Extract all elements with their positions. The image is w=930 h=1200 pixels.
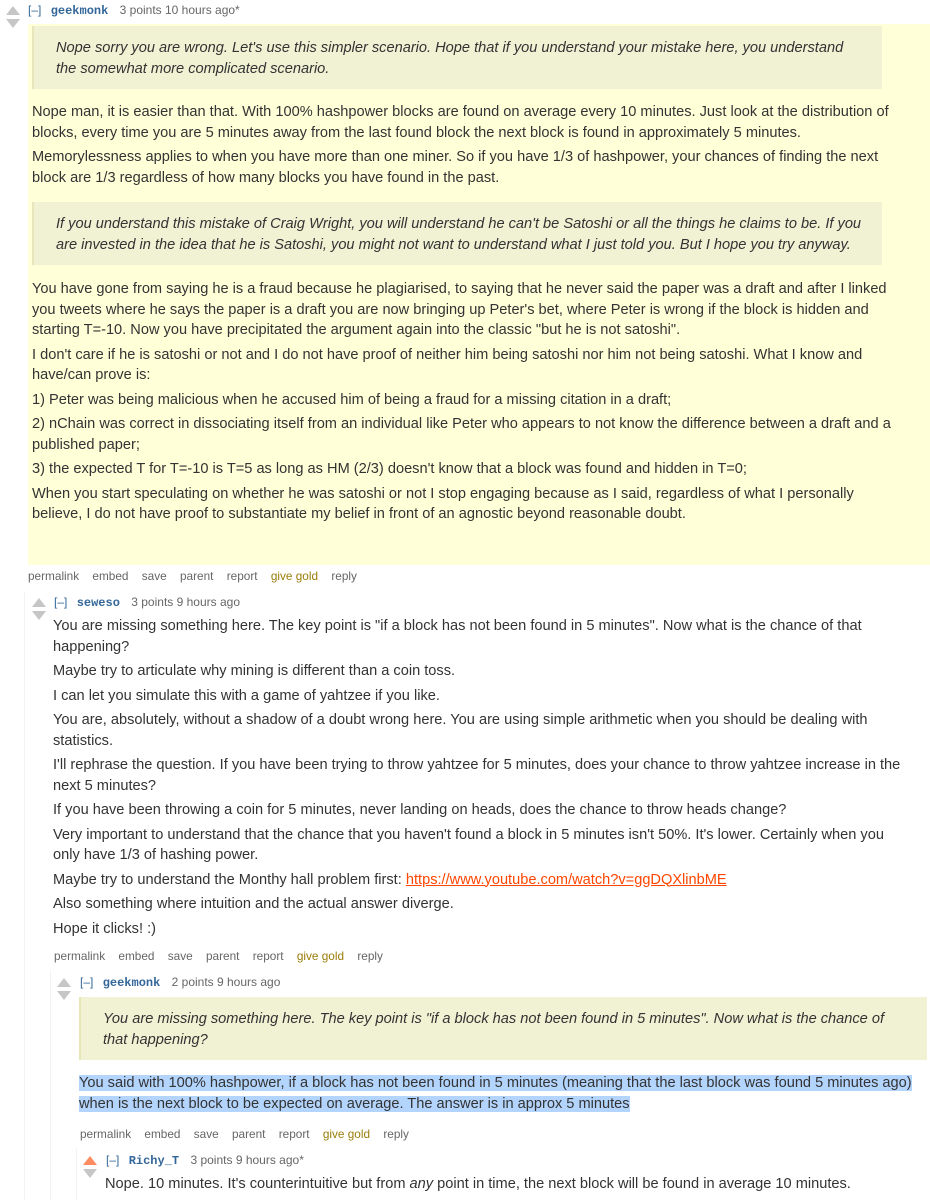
comment2-tagline (54, 595, 240, 610)
paragraph: Nope man, it is easier than that. With 100% hashpower blocks are found on average every 10 minutes. Just look at the distribution of blocks, every time you are 5 minutes away from the last found block the next block is found in approximately 5 minutes. (32, 104, 889, 141)
paragraph-text: Nope. 10 minutes. It's counterintuitive but from (105, 1176, 410, 1192)
comment-score: 3 points 10 hours ago* (119, 3, 240, 17)
parent-link[interactable]: parent (231, 1127, 266, 1141)
paragraph: You have gone from saying he is a fraud because he plagiarised, to saying that he never said the paper was a draft and after I linked you tweets where he says the paper is a draft you are now bringing up Peter's bet, where Peter is wrong if the block is hidden and starting T=-10. Now you have precipitated the argument again into the classic "but he is not satoshi". (32, 281, 887, 338)
downvote-arrow-icon[interactable] (32, 611, 46, 620)
embed-link[interactable]: embed (92, 569, 129, 583)
blockquote (32, 202, 882, 265)
upvote-arrow-icon[interactable] (6, 6, 20, 15)
comment-score: 3 points 9 hours ago* (190, 1153, 304, 1167)
comment1-tagline (28, 3, 240, 18)
paragraph: I'll rephrase the question. If you have been trying to throw yahtzee for 5 minutes, does your chance to throw yahtzee increase in the next 5 minutes? (53, 757, 901, 794)
selected-text: You said with 100% hashpower, if a block has not been found in 5 minutes (meaning that the last block was found 5 minutes ago) when is the next block to be expected on average. The answer is in approx 5 minutes (79, 1075, 912, 1112)
paragraph: You are, absolutely, without a shadow of a doubt wrong here. You are using simple arithmetic when you should be dealing with statistics. (53, 712, 868, 749)
collapse-toggle[interactable]: [–] (106, 1153, 120, 1167)
paragraph (79, 1073, 925, 1114)
paragraph: 1) Peter was being malicious when he accused him of being a fraud for a missing citation in a draft; (32, 391, 672, 408)
comment4-body (105, 1174, 905, 1195)
blockquote (79, 997, 927, 1060)
report-link[interactable]: report (252, 949, 284, 963)
save-link[interactable]: save (167, 949, 193, 963)
paragraph (105, 1174, 905, 1195)
paragraph: Very important to understand that the chance that you haven't found a block in 5 minutes isn't 50%. It's lower. Certainly when you only have 1/3 of hashing power. (53, 826, 884, 863)
comment2-actions (54, 949, 393, 963)
collapse-toggle[interactable]: [–] (54, 595, 68, 609)
paragraph (53, 870, 903, 891)
paragraph-text: point in time, the next block will be found in average 10 minutes. (433, 1176, 851, 1192)
paragraph: Also something where intuition and the actual answer diverge. (53, 896, 454, 912)
paragraph: You are missing something here. The key point is "if a block has not been found in 5 minutes". Now what is the chance of that happening? (53, 618, 862, 655)
author-link[interactable]: seweso (76, 596, 120, 610)
comment1-actions (28, 569, 367, 583)
comment3-body (79, 997, 925, 1114)
author-link[interactable]: geekmonk (50, 4, 109, 18)
permalink-link[interactable]: permalink (54, 949, 106, 963)
report-link[interactable]: report (226, 569, 258, 583)
reply-link[interactable]: reply (383, 1127, 409, 1141)
give-gold-link[interactable]: give gold (296, 949, 345, 963)
thread-line (76, 1148, 77, 1200)
give-gold-link[interactable]: give gold (322, 1127, 371, 1141)
thread-line (50, 970, 51, 1200)
paragraph: 2) nChain was correct in dissociating itself from an individual like Peter who appears to not know the difference between a draft and a published paper; (32, 416, 891, 453)
quote-text: If you understand this mistake of Craig Wright, you will understand he can't be Satoshi or all the things he claims to be. If you are invested in the idea that he is Satoshi, you might not want to understand what I just told you. But I hope you try anyway. (56, 216, 862, 253)
paragraph: When you start speculating on whether he was satoshi or not I stop engaging because as I said, regardless of what I personally believe, I do not have proof to substantiate my belief in front of an agnostic beyond reasonable doubt. (32, 485, 854, 522)
upvote-arrow-icon[interactable] (32, 598, 46, 607)
paragraph-text: Maybe try to understand the Monthy hall problem first: (53, 871, 406, 888)
embed-link[interactable]: embed (118, 949, 155, 963)
upvote-arrow-icon[interactable] (57, 978, 71, 987)
downvote-arrow-icon[interactable] (6, 19, 20, 28)
youtube-link[interactable]: https://www.youtube.com/watch?v=ggDQXlinbME (405, 871, 727, 888)
paragraph: Maybe try to articulate why mining is different than a coin toss. (53, 663, 456, 679)
comment4-tagline (106, 1153, 304, 1168)
paragraph: I don't care if he is satoshi or not and I do not have proof of neither him being satoshi nor him not being satoshi. What I know and have/can prove is: (32, 346, 863, 383)
reply-link[interactable]: reply (357, 949, 383, 963)
quote-text: You are missing something here. The key point is "if a block has not been found in 5 minutes". Now what is the chance of that happening? (103, 1011, 885, 1048)
downvote-arrow-icon[interactable] (83, 1169, 97, 1178)
save-link[interactable]: save (193, 1127, 219, 1141)
collapse-toggle[interactable]: [–] (28, 3, 42, 17)
comment3-actions (80, 1127, 419, 1141)
paragraph: I can let you simulate this with a game of yahtzee if you like. (53, 687, 440, 704)
paragraph: Memorylessness applies to when you have more than one miner. So if you have 1/3 of hashpower, your chances of finding the next block are 1/3 regardless of how many blocks you have found in the past. (32, 149, 879, 186)
give-gold-link[interactable]: give gold (270, 569, 319, 583)
comment3-tagline (80, 975, 280, 990)
comment2-body (53, 616, 903, 939)
paragraph: If you have been throwing a coin for 5 minutes, never landing on heads, does the chance to throw heads change? (53, 802, 787, 818)
comment-score: 2 points 9 hours ago (171, 975, 281, 989)
quote-text: Nope sorry you are wrong. Let's use this simpler scenario. Hope that if you understand your mistake here, you understand the somewhat more complicated scenario. (56, 40, 844, 77)
blockquote (32, 26, 882, 89)
downvote-arrow-icon[interactable] (57, 991, 71, 1000)
comment2-votes (32, 598, 48, 620)
comment3-votes (57, 978, 73, 1000)
permalink-link[interactable]: permalink (28, 569, 80, 583)
comment1-votes (6, 6, 22, 28)
permalink-link[interactable]: permalink (80, 1127, 132, 1141)
embed-link[interactable]: embed (144, 1127, 181, 1141)
paragraph: 3) the expected T for T=-10 is T=5 as long as HM (2/3) doesn't know that a block was found and hidden in T=0; (32, 461, 747, 477)
author-link[interactable]: geekmonk (102, 976, 161, 990)
comment-score: 3 points 9 hours ago (131, 595, 240, 609)
reply-link[interactable]: reply (331, 569, 357, 583)
emphasis-text: any (409, 1176, 434, 1192)
author-link[interactable]: Richy_T (128, 1154, 180, 1168)
parent-link[interactable]: parent (205, 949, 240, 963)
paragraph: Hope it clicks! :) (53, 920, 156, 937)
comment1-body (32, 26, 898, 525)
report-link[interactable]: report (278, 1127, 310, 1141)
thread-line (24, 592, 25, 1200)
save-link[interactable]: save (141, 569, 167, 583)
parent-link[interactable]: parent (179, 569, 214, 583)
upvote-arrow-icon[interactable] (83, 1156, 97, 1165)
comment4-votes (83, 1156, 99, 1178)
collapse-toggle[interactable]: [–] (80, 975, 94, 989)
